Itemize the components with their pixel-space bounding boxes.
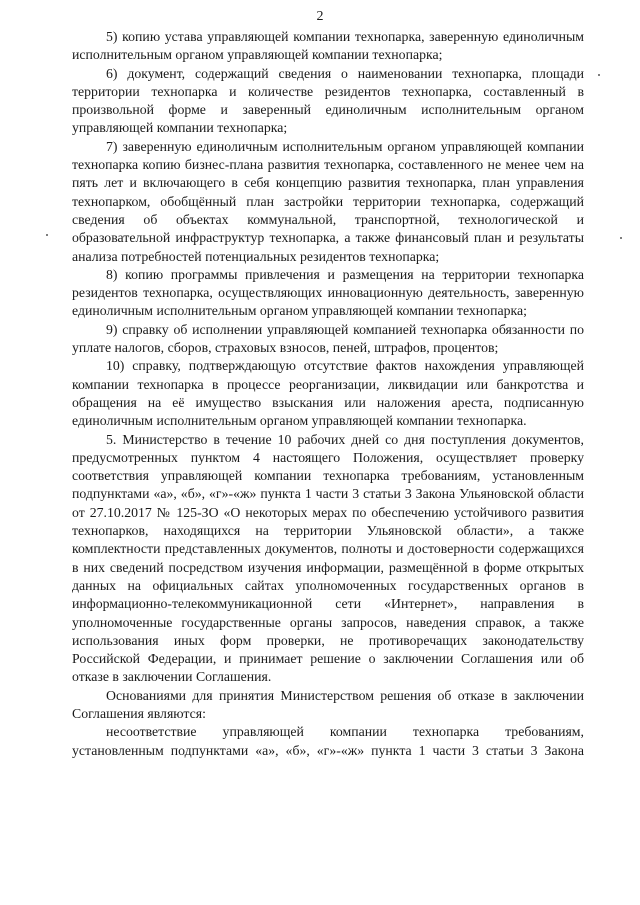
paragraph-clause-5: 5. Министерство в течение 10 рабочих дней со дня поступления документов, предусмотренных пунктом 4 настоящего Положения, осуществляет проверку соответствия управляющей компании технопарка требованиям, установленным подпунктами «а», «б», «г»-«ж» пункта 1 части 3 статьи 3 Закона Ульяновской области от 27.10.2017 № 125-ЗО «О некоторых мерах по обеспечению устойчивого развития технопарков, находящихся на территории Ульяновской области», а также комплектности представленных документов, полноты и достоверности содержащихся в них сведений посредством изучения информации, размещённой в форме открытых данных на официальных сайтах уполномоченных государственных органов в информационно-телекоммуникационной сети «Интернет», направления в уполномоченные государственные органы запросов, наведения справок, а также использования иных форм проверки, не противоречащих законодательству Российской Федерации, и принимает решение о заключении Соглашения или об отказе в заключении Соглашения.: [72, 431, 584, 685]
scan-speck: [620, 237, 622, 239]
paragraph-refusal-grounds: Основаниями для принятия Министерством решения об отказе в заключении Соглашения являются:: [72, 687, 584, 721]
paragraph-item-5: 5) копию устава управляющей компании технопарка, заверенную единоличным исполнительным органом управляющей компании технопарка;: [72, 29, 584, 63]
paragraph-item-7: 7) заверенную единоличным исполнительным органом управляющей компании технопарка копию бизнес-плана развития технопарка, составленного не менее чем на пять лет и включающего в себя концепцию развития технопарка, план управления технопарком, обобщённый план застройки территории технопарка, содержащий сведения об объектах коммунальной, транспортной, технологической и образовательной инфраструктур технопарка, а также финансовый план и результаты анализа потребностей потенциальных резидентов технопарка;: [72, 138, 584, 264]
document-body: [72, 28, 584, 760]
paragraph-item-6: 6) документ, содержащий сведения о наименовании технопарка, площади территории технопарка и количестве резидентов технопарка, составленный в произвольной форме и заверенный единоличным исполнительным органом управляющей компании технопарка;: [72, 65, 584, 136]
paragraph-item-9: 9) справку об исполнении управляющей компанией технопарка обязанности по уплате налогов, сборов, страховых взносов, пеней, штрафов, процентов;: [72, 321, 584, 356]
scan-speck: [46, 234, 48, 236]
scan-speck: [598, 74, 600, 76]
paragraph-item-10: 10) справку, подтверждающую отсутствие фактов нахождения управляющей компании технопарка в процессе реорганизации, ликвидации или банкротства и обращения на её имущество взыскания или наложения ареста, подписанную единоличным исполнительным органом управляющей компании технопарка.: [72, 358, 584, 429]
paragraph-nonconformity: несоответствие управляющей компании технопарка требованиям, установленным подпунктами «а», «б», «г»-«ж» пункта 1 части 3 статьи 3 Закона: [72, 724, 584, 758]
paragraph-item-8: 8) копию программы привлечения и размещения на территории технопарка резидентов технопарка, осуществляющих инновационную деятельность, заверенную единоличным исполнительным органом управляющей компании технопарка;: [72, 266, 584, 319]
page-number: 2: [316, 9, 324, 24]
